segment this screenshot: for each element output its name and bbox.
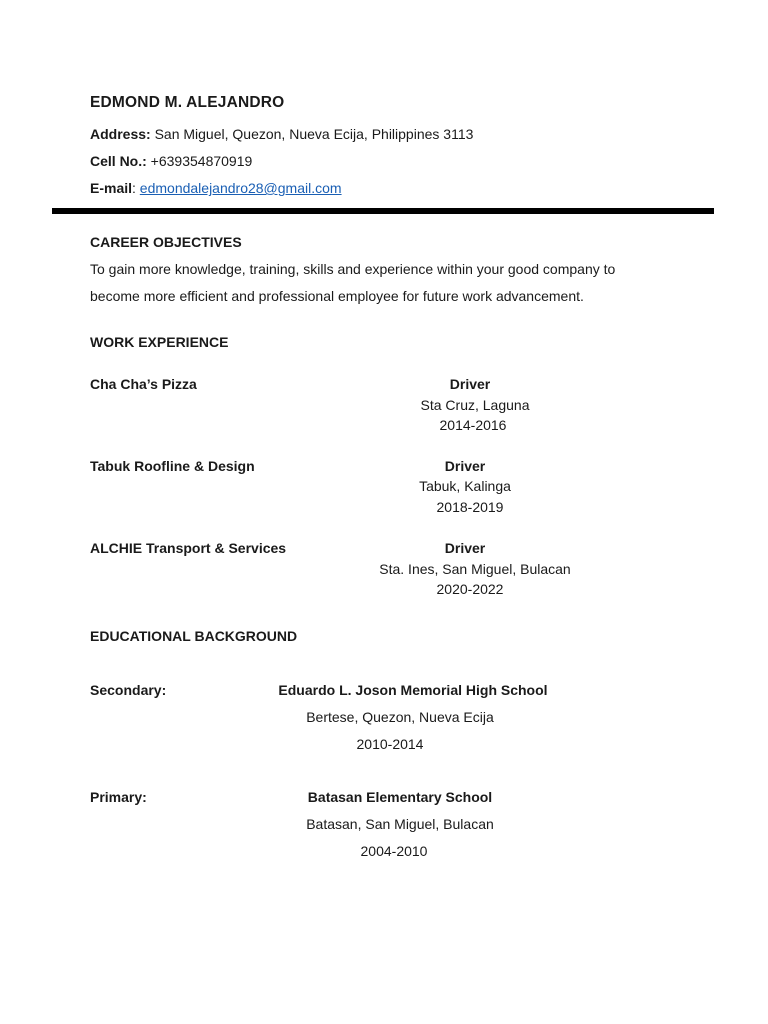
job-position: Driver bbox=[444, 458, 486, 474]
education-years: 2004-2010 bbox=[360, 843, 428, 859]
career-objectives-line-1: To gain more knowledge, training, skills and experience within your good company to bbox=[90, 261, 616, 277]
email-label: E-mail bbox=[90, 180, 133, 196]
address-label: Address: bbox=[90, 126, 151, 142]
cell-value: +639354870919 bbox=[150, 153, 253, 169]
job-position: Driver bbox=[444, 540, 486, 556]
work-experience-heading: WORK EXPERIENCE bbox=[90, 334, 229, 350]
career-objectives-line-2: become more efficient and professional employee for future work advancement. bbox=[90, 288, 584, 304]
header-divider bbox=[52, 208, 714, 214]
address-value: San Miguel, Quezon, Nueva Ecija, Philippines 3113 bbox=[154, 126, 474, 142]
address-line bbox=[90, 126, 473, 142]
job-location: Sta Cruz, Laguna bbox=[420, 397, 530, 413]
educational-background-heading: EDUCATIONAL BACKGROUND bbox=[90, 628, 298, 644]
job-location: Sta. Ines, San Miguel, Bulacan bbox=[379, 561, 571, 577]
job-years: 2020-2022 bbox=[436, 581, 504, 597]
education-location: Batasan, San Miguel, Bulacan bbox=[306, 816, 494, 832]
cell-label: Cell No.: bbox=[90, 153, 147, 169]
education-level: Secondary: bbox=[90, 682, 167, 698]
email-line bbox=[90, 180, 342, 196]
job-position: Driver bbox=[449, 376, 491, 392]
education-location: Bertese, Quezon, Nueva Ecija bbox=[306, 709, 494, 725]
career-objectives-heading: CAREER OBJECTIVES bbox=[90, 234, 242, 250]
email-link[interactable]: edmondalejandro28@gmail.com bbox=[139, 180, 342, 196]
job-location: Tabuk, Kalinga bbox=[419, 478, 511, 494]
cell-line bbox=[90, 153, 252, 169]
job-company: Tabuk Roofline & Design bbox=[90, 458, 255, 474]
email-separator: : bbox=[132, 180, 136, 196]
education-level: Primary: bbox=[90, 789, 147, 805]
job-company: Cha Cha’s Pizza bbox=[90, 376, 197, 392]
job-years: 2018-2019 bbox=[436, 499, 504, 515]
education-school: Eduardo L. Joson Memorial High School bbox=[278, 682, 548, 698]
education-years: 2010-2014 bbox=[356, 736, 424, 752]
resume-name: EDMOND M. ALEJANDRO bbox=[90, 94, 285, 111]
education-school: Batasan Elementary School bbox=[307, 789, 493, 805]
job-company: ALCHIE Transport & Services bbox=[90, 540, 287, 556]
job-years: 2014-2016 bbox=[439, 417, 507, 433]
